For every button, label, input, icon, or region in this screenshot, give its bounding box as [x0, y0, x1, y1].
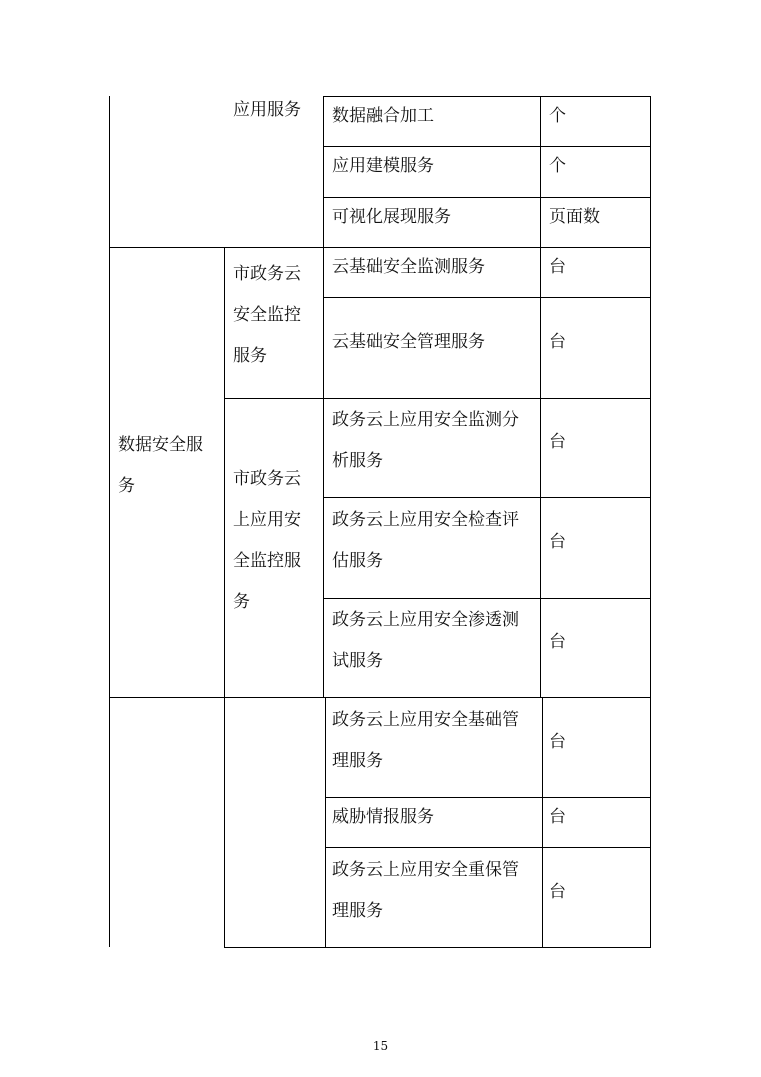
unit-cell: 台: [549, 432, 566, 452]
unit-cell: 页面数: [549, 207, 600, 227]
unit-cell: 台: [549, 332, 566, 352]
table-col-divider-3b: [542, 697, 543, 947]
table-rule: [325, 847, 651, 848]
unit-cell: 台: [549, 632, 566, 652]
subcategory-cell: 市政务云上应用安全监控服务: [233, 469, 301, 612]
table-rule: [323, 497, 651, 498]
subcategory-cell: 应用服务: [233, 100, 301, 120]
service-cell: 政务云上应用安全检查评估服务: [332, 510, 519, 571]
unit-cell: 台: [549, 257, 566, 277]
table-col-divider-2b: [325, 697, 326, 947]
table-rule-top: [323, 96, 651, 97]
table-rule: [109, 697, 651, 698]
unit-cell: 台: [549, 882, 566, 902]
category-cell: 数据安全服务: [118, 435, 203, 496]
table-rule: [224, 398, 651, 399]
table-border-left: [109, 96, 110, 947]
table-rule: [325, 797, 651, 798]
table-col-divider-1: [224, 247, 225, 947]
service-cell: 政务云上应用安全重保管理服务: [332, 860, 519, 921]
unit-cell: 个: [549, 106, 566, 126]
table-rule: [323, 197, 651, 198]
service-cell: 政务云上应用安全监测分析服务: [332, 410, 519, 471]
unit-cell: 个: [549, 156, 566, 176]
table-rule: [323, 146, 651, 147]
table-col-divider-2: [323, 96, 324, 697]
table-rule: [323, 598, 651, 599]
table-rule: [109, 247, 651, 248]
service-cell: 政务云上应用安全渗透测试服务: [332, 610, 519, 671]
unit-cell: 台: [549, 532, 566, 552]
service-cell: 应用建模服务: [332, 156, 434, 176]
service-cell: 威胁情报服务: [332, 807, 434, 827]
table-rule: [323, 297, 651, 298]
service-cell: 政务云上应用安全基础管理服务: [332, 710, 519, 771]
service-cell: 数据融合加工: [332, 106, 434, 126]
service-cell: 云基础安全管理服务: [332, 332, 485, 352]
page-number: 15: [372, 1039, 389, 1053]
unit-cell: 台: [549, 732, 566, 752]
service-cell: 云基础安全监测服务: [332, 257, 485, 277]
service-cell: 可视化展现服务: [332, 207, 451, 227]
table-col-divider-3: [540, 96, 541, 697]
table-border-right: [650, 96, 651, 947]
subcategory-cell: 市政务云安全监控服务: [233, 264, 301, 366]
unit-cell: 台: [549, 807, 566, 827]
table-rule-bottom: [224, 947, 651, 948]
